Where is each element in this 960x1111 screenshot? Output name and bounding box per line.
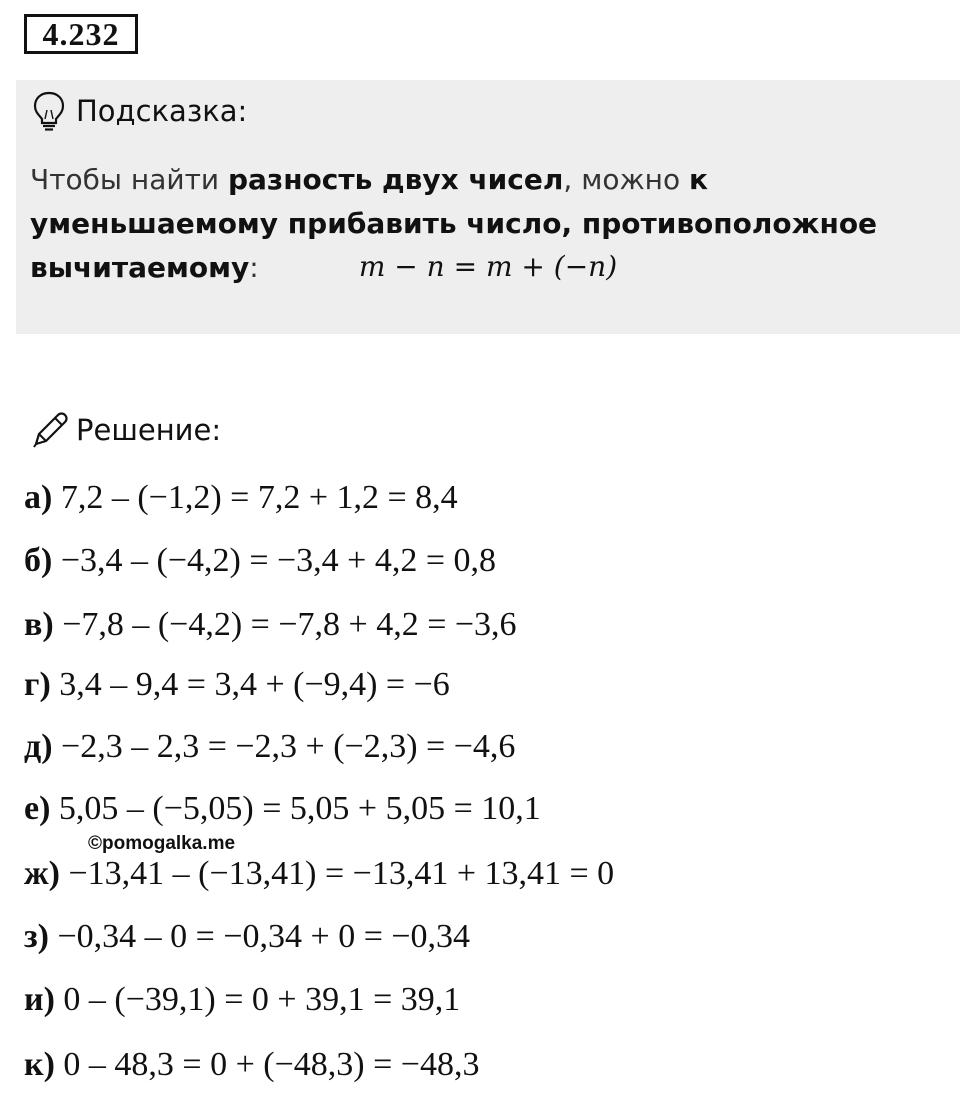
pencil-icon [30, 410, 70, 450]
hint-text: Чтобы найти разность двух чисел, можно к уменьшаемому прибавить число, противоположное вычитаемому: [30, 163, 878, 284]
solution-header [30, 410, 221, 450]
solution-item: а) 7,2 – (−1,2) = 7,2 + 1,2 = 8,4 [24, 479, 458, 516]
solution-item: е) 5,05 – (−5,05) = 5,05 + 5,05 = 10,1 [24, 790, 541, 827]
solution-item: г) 3,4 – 9,4 = 3,4 + (−9,4) = −6 [24, 666, 450, 703]
hint-formula: m − n = m + (−n) [358, 250, 618, 283]
solution-item: к) 0 – 48,3 = 0 + (−48,3) = −48,3 [24, 1046, 480, 1083]
solution-title: Решение: [76, 413, 222, 447]
solution-item: б) −3,4 – (−4,2) = −3,4 + 4,2 = 0,8 [24, 542, 497, 579]
solution-item: д) −2,3 – 2,3 = −2,3 + (−2,3) = −4,6 [24, 728, 516, 765]
hint-box [16, 80, 960, 334]
watermark: ©pomogalka.me [88, 833, 236, 854]
solution-item: ж) −13,41 – (−13,41) = −13,41 + 13,41 = 0 [24, 855, 615, 892]
lightbulb-icon [32, 90, 66, 132]
hint-header [32, 90, 247, 132]
solution-item: з) −0,34 – 0 = −0,34 + 0 = −0,34 [24, 918, 471, 955]
solution-item: в) −7,8 – (−4,2) = −7,8 + 4,2 = −3,6 [24, 606, 517, 643]
problem-number: 4.232 [24, 14, 138, 54]
solution-item: и) 0 – (−39,1) = 0 + 39,1 = 39,1 [24, 981, 461, 1018]
hint-title: Подсказка: [76, 94, 248, 128]
